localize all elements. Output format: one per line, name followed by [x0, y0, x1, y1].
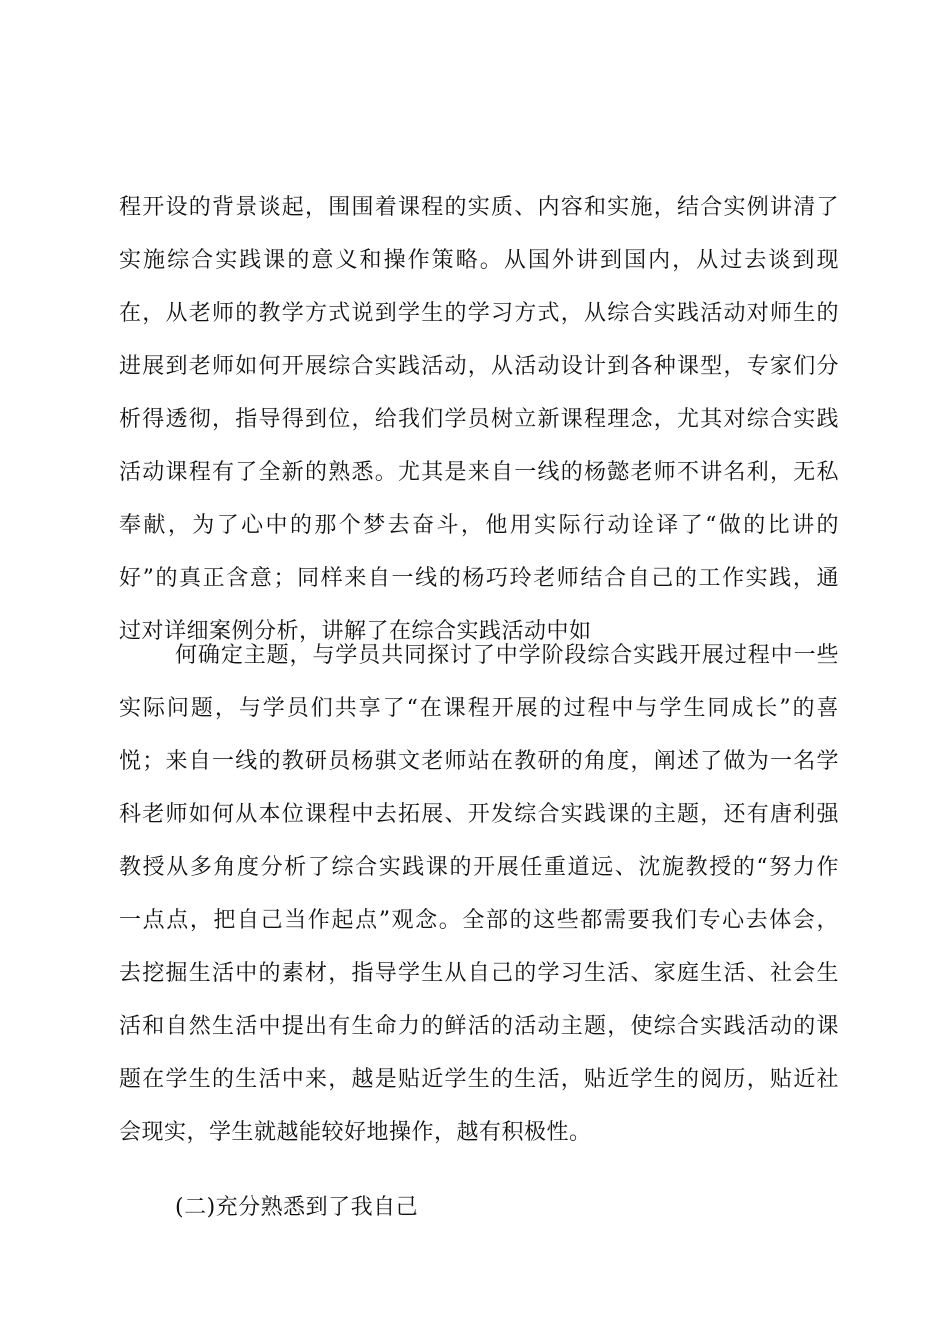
paragraph-line: 实际问题，与学员们共享了“在课程开展的过程中与学生同成长”的喜 — [119, 696, 839, 721]
paragraph-line: 悦；来自一线的教研员杨骐文老师站在教研的角度，阐述了做为一名学 — [119, 749, 839, 774]
paragraph-line: 教授从多角度分析了综合实践课的开展任重道远、沈旎教授的“努力作 — [119, 855, 839, 880]
paragraph-line: 析得透彻，指导得到位，给我们学员树立新课程理念，尤其对综合实践 — [119, 407, 839, 432]
paragraph-line: 过对详细案例分析，讲解了在综合实践活动中如 — [119, 619, 592, 644]
paragraph-line: 会现实，学生就越能较好地操作，越有积极性。 — [119, 1120, 592, 1145]
paragraph-line: 在，从老师的教学方式说到学生的学习方式，从综合实践活动对师生的 — [119, 301, 839, 326]
paragraph-line: 去挖掘生活中的素材，指导学生从自己的学习生活、家庭生活、社会生 — [119, 961, 839, 986]
paragraph-line: 科老师如何从本位课程中去拓展、开发综合实践课的主题，还有唐利强 — [119, 802, 839, 827]
paragraph-line: 奉献，为了心中的那个梦去奋斗，他用实际行动诠译了“做的比讲的 — [119, 513, 839, 538]
paragraph-line: 好”的真正含意；同样来自一线的杨巧玲老师结合自己的工作实践，通 — [119, 566, 839, 591]
paragraph-line: 何确定主题，与学员共同探讨了中学阶段综合实践开展过程中一些 — [175, 643, 839, 668]
paragraph-line: 进展到老师如何开展综合实践活动，从活动设计到各种课型，专家们分 — [119, 354, 839, 379]
paragraph-line: 一点点，把自己当作起点”观念。全部的这些都需要我们专心去体会， — [119, 908, 839, 933]
paragraph-line: 活和自然生活中提出有生命力的鲜活的活动主题，使综合实践活动的课 — [119, 1014, 839, 1039]
paragraph-line: 程开设的背景谈起，围围着课程的实质、内容和实施，结合实例讲清了 — [119, 195, 839, 220]
paragraph-line: 实施综合实践课的意义和操作策略。从国外讲到国内，从过去谈到现 — [119, 248, 839, 273]
paragraph-line: 活动课程有了全新的熟悉。尤其是来自一线的杨懿老师不讲名利，无私 — [119, 460, 839, 485]
paragraph-line: 题在学生的生活中来，越是贴近学生的生活，贴近学生的阅历，贴近社 — [119, 1067, 839, 1092]
section-heading: (二)充分熟悉到了我自己 — [175, 1195, 419, 1220]
